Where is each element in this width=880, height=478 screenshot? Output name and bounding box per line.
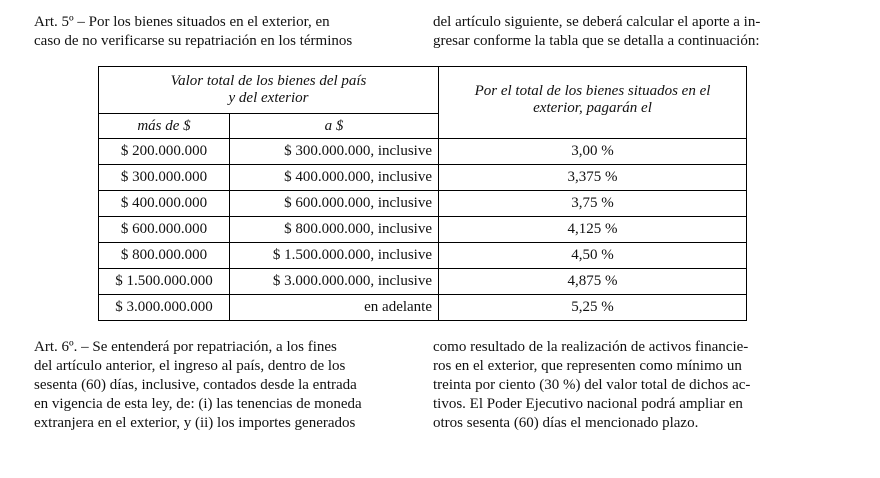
table-row [99,139,747,165]
group-header-cell [99,67,439,114]
text-line: Art. 5º – Por los bienes situados en el exterior, en [34,14,330,30]
group-header-line: Valor total de los bienes del país [170,73,367,89]
rate-header-line: Por el total de los bienes situados en el [474,82,711,99]
text-line: del artículo anterior, el ingreso al país, dentro de los [34,358,346,374]
table-body [99,139,747,321]
to-value: $ 600.000.000, inclusive [230,191,439,217]
text-line: caso de no verificarse su repatriación en los términos [34,33,353,49]
from-value: $ 300.000.000 [99,165,230,191]
to-value: $ 400.000.000, inclusive [230,165,439,191]
from-value: $ 800.000.000 [99,243,230,269]
article-5-left-column [34,13,416,51]
article-6-left-column [34,338,416,433]
to-value: en adelante [230,295,439,321]
text-line: extranjera en el exterior, y (ii) los importes generados [34,415,356,431]
table-row [99,165,747,191]
article-5-right-column [433,13,819,51]
table-row [99,269,747,295]
text-line: otros sesenta (60) días el mencionado plazo. [433,415,699,431]
rate-header-line: exterior, pagarán el [533,99,652,116]
table-header-row [99,67,747,114]
column-header-to: a $ [230,114,439,139]
text-line: treinta por ciento (30 %) del valor total de dichos ac- [433,377,751,393]
text-line: Art. 6º. – Se entenderá por repatriación, a los fines [34,339,337,355]
table-row [99,295,747,321]
to-value: $ 300.000.000, inclusive [230,139,439,165]
to-value: $ 800.000.000, inclusive [230,217,439,243]
text-line: como resultado de la realización de activos financie- [433,339,749,355]
table-row [99,243,747,269]
rate-value: 4,125 % [439,217,747,243]
table-row [99,217,747,243]
text-line: del artículo siguiente, se deberá calcular el aporte a in- [433,14,761,30]
from-value: $ 1.500.000.000 [99,269,230,295]
text-line: tivos. El Poder Ejecutivo nacional podrá ampliar en [433,396,743,412]
column-header-from: más de $ [99,114,230,139]
article-6-right-column [433,338,819,433]
to-value: $ 1.500.000.000, inclusive [230,243,439,269]
to-value: $ 3.000.000.000, inclusive [230,269,439,295]
rate-value: 3,375 % [439,165,747,191]
rate-value: 4,875 % [439,269,747,295]
from-value: $ 200.000.000 [99,139,230,165]
from-value: $ 3.000.000.000 [99,295,230,321]
from-value: $ 400.000.000 [99,191,230,217]
rate-value: 5,25 % [439,295,747,321]
from-value: $ 600.000.000 [99,217,230,243]
group-header-line: y del exterior [228,90,309,106]
rate-value: 3,75 % [439,191,747,217]
contribution-rate-table [98,66,747,321]
rate-value: 4,50 % [439,243,747,269]
text-line: en vigencia de esta ley, de: (i) las tenencias de moneda [34,396,362,412]
rate-header-cell [439,67,747,139]
text-line: gresar conforme la tabla que se detalla a continuación: [433,33,760,49]
table-row [99,191,747,217]
text-line: sesenta (60) días, inclusive, contados desde la entrada [34,377,357,393]
rate-value: 3,00 % [439,139,747,165]
text-line: ros en el exterior, que representen como mínimo un [433,358,742,374]
